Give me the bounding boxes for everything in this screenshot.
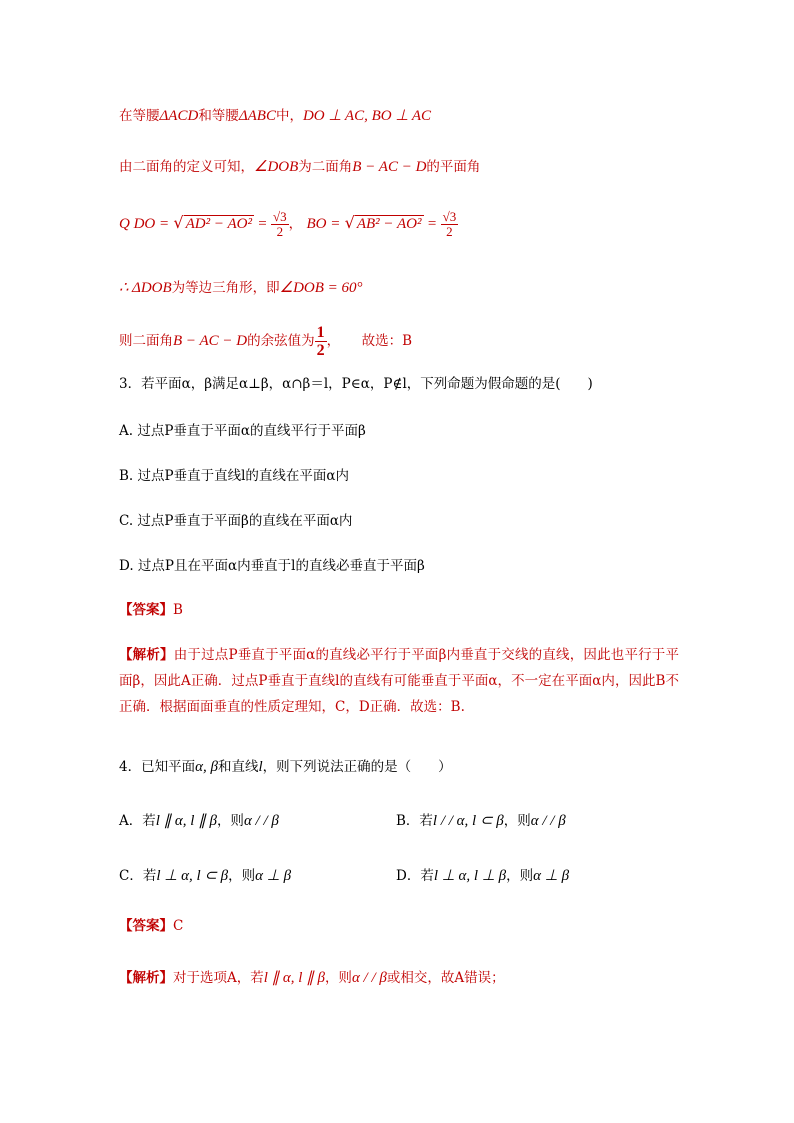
denominator: 2 — [276, 224, 284, 239]
q4-option-c — [119, 866, 291, 886]
analysis-text: 由于过点P垂直于平面α的直线必平行于平面β内垂直于交线的直线，因此也平行于平面β，因此A正确．过点P垂直于直线l的直线有可能垂直于平面α，不一定在平面α内，因此B不正确．根据面面垂直的性质定理知，C，D正确．故选：B. — [119, 647, 679, 715]
proof-line-5 — [119, 324, 412, 359]
math-expr: ΔABC — [238, 108, 276, 124]
q3-option-d: D. 过点P且在平面α内垂直于l的直线必垂直于平面β — [119, 558, 425, 574]
answer-value: B — [173, 602, 183, 618]
math-expr: α, β — [195, 759, 218, 775]
text: 在等腰 — [119, 108, 160, 124]
option-label: D．若 — [396, 868, 434, 884]
numerator: √3 — [273, 209, 287, 224]
math-expr: l — [258, 759, 263, 775]
math-expr: DO ⊥ AC, BO ⊥ AC — [302, 108, 432, 124]
math-expr: l ∥ α, l ∥ β — [263, 970, 325, 986]
text: ，则 — [506, 868, 534, 884]
q3-option-b: B. 过点P垂直于直线l的直线在平面α内 — [119, 468, 350, 484]
proof-line-2 — [119, 157, 480, 177]
proof-line-1 — [119, 106, 431, 126]
text: 中， — [275, 108, 303, 124]
fraction — [271, 210, 289, 239]
answer-label: 【答案】 — [119, 602, 173, 618]
math-expr: ∴ ΔDOB — [119, 280, 172, 296]
math-expr: BO = — [306, 216, 341, 232]
text: ， — [326, 333, 341, 349]
text: 的平面角 — [426, 159, 481, 175]
math-expr: ∠DOB = 60° — [279, 280, 363, 296]
fraction — [441, 210, 459, 239]
q4-analysis — [119, 968, 505, 988]
q3-answer — [119, 600, 183, 620]
text: 为等边三角形，即 — [171, 280, 280, 296]
q3-stem: 3．若平面α，β满足α⊥β，α∩β＝l，P∈α，P∉l，下列命题为假命题的是( ) — [119, 376, 593, 392]
analysis-label: 【解析】 — [119, 970, 173, 986]
sqrt-sign: √ — [173, 213, 184, 232]
fraction — [315, 324, 327, 359]
math-expr: α / / β — [530, 813, 566, 829]
denominator: 2 — [316, 342, 325, 359]
math-expr: l ∥ α, l ∥ β — [155, 813, 217, 829]
proof-line-3 — [119, 210, 458, 239]
q4-option-d — [396, 866, 569, 886]
math-expr: l ⊥ α, l ⊥ β — [433, 868, 507, 884]
text: ，则 — [228, 868, 256, 884]
text: 和直线 — [217, 759, 259, 775]
answer-label: 【答案】 — [119, 918, 173, 934]
numerator: 1 — [316, 324, 325, 341]
text: 和等腰 — [198, 108, 239, 124]
math-expr: ∠DOB — [254, 159, 299, 175]
math-expr: B − AC − D — [173, 333, 248, 349]
sqrt-sign: √ — [344, 213, 355, 232]
proof-line-4 — [119, 278, 363, 298]
analysis-label: 【解析】 — [119, 647, 174, 663]
option-label: C．若 — [119, 868, 157, 884]
math-expr: α / / β — [243, 813, 279, 829]
math-expr: l ⊥ α, l ⊂ β — [156, 868, 229, 884]
math-expr: ΔACD — [159, 108, 199, 124]
text: 故选：B — [361, 333, 413, 349]
analysis-text: 或相交，故A错误； — [386, 970, 505, 986]
q4-answer — [119, 916, 183, 936]
numerator: √3 — [442, 209, 457, 224]
option-label: B．若 — [396, 813, 433, 829]
text: 的余弦值为 — [247, 333, 315, 349]
text: 由二面角的定义可知， — [119, 159, 254, 175]
q3-analysis — [119, 642, 679, 720]
math-expr: B − AC − D — [352, 159, 427, 175]
q3-option-a: A. 过点P垂直于平面α的直线平行于平面β — [119, 423, 366, 439]
math-expr: Q DO = — [119, 216, 170, 232]
option-label: A．若 — [119, 813, 156, 829]
q3-option-c: C. 过点P垂直于平面β的直线在平面α内 — [119, 513, 353, 529]
text: 4．已知平面 — [119, 759, 196, 775]
math-expr: = — [427, 216, 437, 232]
q4-option-b — [396, 811, 566, 831]
text: 为二面角 — [298, 159, 353, 175]
text: ，则 — [503, 813, 531, 829]
answer-value: C — [173, 918, 184, 934]
text: ，则下列说法正确的是（ ） — [262, 759, 452, 775]
q4-option-a — [119, 811, 279, 831]
denominator: 2 — [446, 224, 453, 239]
math-expr: AD² − AO² — [185, 216, 252, 232]
text: ， — [288, 216, 303, 232]
math-expr: AB² − AO² — [356, 216, 422, 232]
q4-stem — [119, 757, 452, 777]
math-expr: l / / α, l ⊂ β — [432, 813, 504, 829]
math-expr: α / / β — [351, 970, 387, 986]
math-expr: α ⊥ β — [533, 868, 570, 884]
math-expr: = — [258, 216, 267, 232]
text: ，则 — [216, 813, 244, 829]
analysis-text: ，则 — [324, 970, 352, 986]
analysis-text: 对于选项A，若 — [173, 970, 264, 986]
text: 则二面角 — [119, 333, 173, 349]
math-expr: α ⊥ β — [255, 868, 292, 884]
